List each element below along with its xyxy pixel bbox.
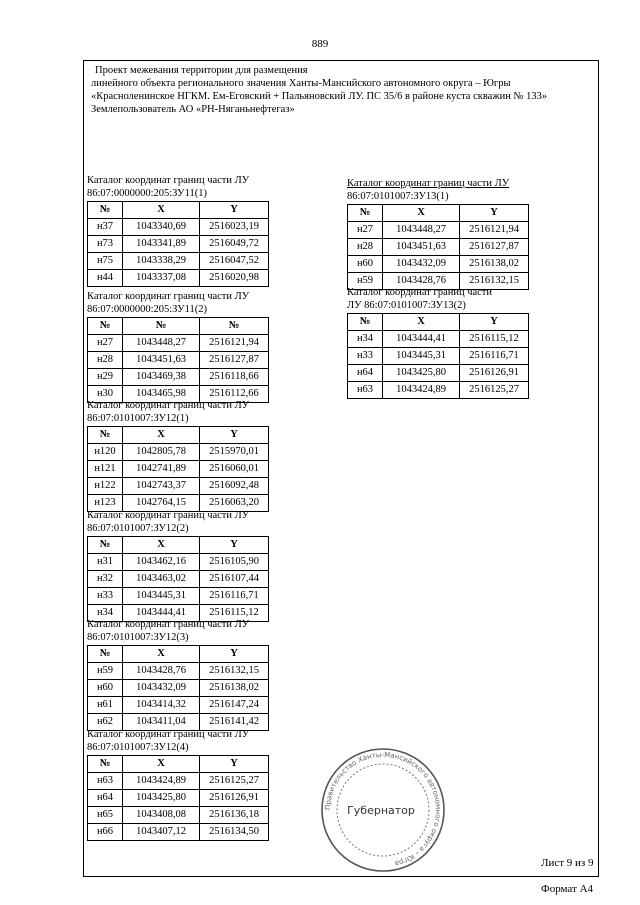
point-id: н27	[88, 335, 123, 352]
coord-y: 2516132,15	[460, 273, 529, 290]
point-id: н27	[348, 222, 383, 239]
catalog-zu12-3	[87, 618, 269, 731]
seal-center-text: Губернатор	[347, 804, 415, 817]
coord-x: 1043428,76	[383, 273, 460, 290]
page-number: 889	[311, 38, 329, 50]
table-row	[88, 807, 269, 824]
table-row	[88, 697, 269, 714]
point-id: н59	[88, 663, 123, 680]
table-row	[88, 461, 269, 478]
col-header-x: X	[123, 646, 200, 663]
coordinates-table	[87, 755, 269, 841]
col-header-x: X	[123, 537, 200, 554]
coord-x: 1043444,41	[383, 331, 460, 348]
col-header-x: X	[383, 205, 460, 222]
point-id: н60	[348, 256, 383, 273]
project-header	[91, 64, 547, 116]
point-id: н33	[348, 348, 383, 365]
coord-y: 2516118,66	[200, 369, 269, 386]
coord-x: 1043445,31	[383, 348, 460, 365]
table-row	[88, 236, 269, 253]
point-id: н65	[88, 807, 123, 824]
table-row	[88, 588, 269, 605]
catalog-caption: Каталог координат границ части ЛУ	[87, 510, 250, 521]
catalog-zu12-1	[87, 399, 269, 512]
table-row	[88, 219, 269, 236]
catalog-caption: Каталог координат границ части ЛУ	[347, 178, 510, 189]
coord-y: 2516047,52	[200, 253, 269, 270]
table-row	[88, 824, 269, 841]
table-row	[348, 382, 529, 399]
coord-x: 1043451,63	[383, 239, 460, 256]
coord-y: 2516116,71	[460, 348, 529, 365]
coord-y: 2516063,20	[200, 495, 269, 512]
coord-y: 2516121,94	[460, 222, 529, 239]
table-row	[348, 222, 529, 239]
coord-x: 1043424,89	[123, 773, 200, 790]
col-header-y: Y	[200, 756, 269, 773]
col-header-x: X	[123, 756, 200, 773]
coordinates-table	[87, 317, 269, 403]
coord-x: 1043448,27	[383, 222, 460, 239]
coord-y: 2516138,02	[460, 256, 529, 273]
coord-x: 1043424,89	[383, 382, 460, 399]
col-header-number: №	[88, 646, 123, 663]
coord-x: 1043428,76	[123, 663, 200, 680]
header-line-1: Проект межевания территории для размещения	[95, 65, 308, 76]
coordinates-table	[347, 204, 529, 290]
table-row	[348, 331, 529, 348]
point-id: н121	[88, 461, 123, 478]
point-id: н29	[88, 369, 123, 386]
table-row	[88, 571, 269, 588]
coord-y: 2516125,27	[460, 382, 529, 399]
point-id: н31	[88, 554, 123, 571]
catalog-cadastral-number: 86:07:0101007:ЗУ12(2)	[87, 523, 189, 534]
coord-x: 1043432,09	[383, 256, 460, 273]
catalog-caption: Каталог координат границ части ЛУ	[87, 175, 250, 186]
coord-x: 1042805,78	[123, 444, 200, 461]
table-row	[348, 256, 529, 273]
catalog-cadastral-number: 86:07:0101007:ЗУ12(3)	[87, 632, 189, 643]
header-line-2: линейного объекта регионального значения Ханты-Мансийского автономного округа – Югры	[91, 78, 511, 89]
coord-x: 1043444,41	[123, 605, 200, 622]
seal-ring-text: Правительство Ханты-Мансийского автономного округа – Югра	[323, 750, 443, 868]
point-id: н34	[348, 331, 383, 348]
coord-y: 2516116,71	[200, 588, 269, 605]
col-header-number: №	[88, 756, 123, 773]
point-id: н60	[88, 680, 123, 697]
point-id: н123	[88, 495, 123, 512]
point-id: н73	[88, 236, 123, 253]
col-header-number: №	[88, 318, 123, 335]
coordinates-table	[87, 201, 269, 287]
coordinates-table	[87, 536, 269, 622]
col-header-x: X	[383, 314, 460, 331]
point-id: н44	[88, 270, 123, 287]
coordinates-table	[87, 645, 269, 731]
header-line-4: Землепользователь АО «РН-Няганьнефтегаз»	[91, 104, 295, 115]
point-id: н64	[348, 365, 383, 382]
table-row	[88, 352, 269, 369]
table-row	[88, 478, 269, 495]
col-header-x: X	[123, 202, 200, 219]
catalog-cadastral-number: 86:07:0101007:ЗУ13(1)	[347, 191, 449, 202]
catalog-zu13-1	[347, 177, 529, 290]
coord-x: 1043411,04	[123, 714, 200, 731]
col-header-number: №	[348, 205, 383, 222]
point-id: н122	[88, 478, 123, 495]
table-row	[88, 663, 269, 680]
catalog-cadastral-number: ЛУ 86:07:0101007:ЗУ13(2)	[347, 300, 466, 311]
coord-x: 1043432,09	[123, 680, 200, 697]
paper-format-label: Формат А4	[541, 883, 594, 895]
coord-y: 2516060,01	[200, 461, 269, 478]
catalog-caption: Каталог координат границ части ЛУ	[87, 729, 250, 740]
point-id: н28	[88, 352, 123, 369]
table-row	[88, 680, 269, 697]
coord-x: 1043448,27	[123, 335, 200, 352]
table-row	[348, 239, 529, 256]
table-row	[88, 253, 269, 270]
coord-x: 1043445,31	[123, 588, 200, 605]
point-id: н62	[88, 714, 123, 731]
coord-y: 2516112,66	[200, 386, 269, 403]
table-row	[88, 773, 269, 790]
governor-seal-stamp	[318, 745, 448, 875]
coord-x: 1043337,08	[123, 270, 200, 287]
point-id: н64	[88, 790, 123, 807]
coord-x: 1042764,15	[123, 495, 200, 512]
table-row	[88, 790, 269, 807]
coordinates-table	[347, 313, 529, 399]
catalog-caption: Каталог координат границ части	[347, 287, 493, 298]
point-id: н120	[88, 444, 123, 461]
coord-x: 1043407,12	[123, 824, 200, 841]
table-row	[88, 444, 269, 461]
coord-x: 1043451,63	[123, 352, 200, 369]
col-header-number: №	[88, 537, 123, 554]
catalog-zu12-2	[87, 509, 269, 622]
coord-y: 2516125,27	[200, 773, 269, 790]
table-row	[88, 335, 269, 352]
point-id: н30	[88, 386, 123, 403]
catalog-zu11-1	[87, 174, 269, 287]
col-header-y: Y	[460, 205, 529, 222]
point-id: н66	[88, 824, 123, 841]
point-id: н75	[88, 253, 123, 270]
table-row	[348, 365, 529, 382]
catalog-cadastral-number: 86:07:0000000:205:ЗУ11(2)	[87, 304, 207, 315]
coord-y: 2516121,94	[200, 335, 269, 352]
table-row	[88, 369, 269, 386]
table-row	[348, 348, 529, 365]
catalog-zu13-2	[347, 286, 529, 399]
coord-x: 1043340,69	[123, 219, 200, 236]
coord-x: 1042741,89	[123, 461, 200, 478]
col-header-y: №	[200, 318, 269, 335]
coord-y: 2516115,12	[460, 331, 529, 348]
catalog-cadastral-number: 86:07:0101007:ЗУ12(4)	[87, 742, 189, 753]
col-header-y: Y	[200, 646, 269, 663]
point-id: н33	[88, 588, 123, 605]
point-id: н63	[88, 773, 123, 790]
catalog-cadastral-number: 86:07:0000000:205:ЗУ11(1)	[87, 188, 207, 199]
point-id: н32	[88, 571, 123, 588]
coord-y: 2516092,48	[200, 478, 269, 495]
coord-y: 2516126,91	[460, 365, 529, 382]
col-header-number: №	[88, 202, 123, 219]
coord-x: 1043341,89	[123, 236, 200, 253]
coord-y: 2516126,91	[200, 790, 269, 807]
point-id: н61	[88, 697, 123, 714]
point-id: н28	[348, 239, 383, 256]
point-id: н37	[88, 219, 123, 236]
col-header-x: X	[123, 427, 200, 444]
catalog-caption: Каталог координат границ части ЛУ	[87, 400, 250, 411]
coord-x: 1043465,98	[123, 386, 200, 403]
catalog-zu11-2	[87, 290, 269, 403]
sheet-number-label: Лист 9 из 9	[541, 857, 594, 869]
coord-y: 2516115,12	[200, 605, 269, 622]
table-row	[88, 554, 269, 571]
coord-x: 1043408,08	[123, 807, 200, 824]
coordinates-table	[87, 426, 269, 512]
col-header-x: №	[123, 318, 200, 335]
coord-x: 1043414,32	[123, 697, 200, 714]
coord-y: 2516132,15	[200, 663, 269, 680]
coord-y: 2515970,01	[200, 444, 269, 461]
coord-y: 2516049,72	[200, 236, 269, 253]
point-id: н34	[88, 605, 123, 622]
coord-x: 1043338,29	[123, 253, 200, 270]
point-id: н63	[348, 382, 383, 399]
header-line-3: «Красноленинское НГКМ. Ем-Еговский + Пальяновский ЛУ. ПС 35/6 в районе куста скважин № 133»	[91, 91, 548, 102]
coord-x: 1043463,02	[123, 571, 200, 588]
col-header-number: №	[348, 314, 383, 331]
col-header-y: Y	[200, 427, 269, 444]
col-header-y: Y	[200, 537, 269, 554]
col-header-y: Y	[460, 314, 529, 331]
table-row	[88, 270, 269, 287]
point-id: н59	[348, 273, 383, 290]
coord-x: 1043425,80	[123, 790, 200, 807]
coord-y: 2516105,90	[200, 554, 269, 571]
coord-y: 2516147,24	[200, 697, 269, 714]
catalog-zu12-4	[87, 728, 269, 841]
coord-y: 2516020,98	[200, 270, 269, 287]
col-header-y: Y	[200, 202, 269, 219]
catalog-cadastral-number: 86:07:0101007:ЗУ12(1)	[87, 413, 189, 424]
coord-y: 2516141,42	[200, 714, 269, 731]
coord-y: 2516138,02	[200, 680, 269, 697]
coord-x: 1043425,80	[383, 365, 460, 382]
coord-y: 2516127,87	[460, 239, 529, 256]
col-header-number: №	[88, 427, 123, 444]
coord-y: 2516136,18	[200, 807, 269, 824]
coord-x: 1042743,37	[123, 478, 200, 495]
catalog-caption: Каталог координат границ части ЛУ	[87, 291, 250, 302]
coord-y: 2516107,44	[200, 571, 269, 588]
coord-y: 2516134,50	[200, 824, 269, 841]
coord-y: 2516023,19	[200, 219, 269, 236]
coord-x: 1043469,38	[123, 369, 200, 386]
catalog-caption: Каталог координат границ части ЛУ	[87, 619, 250, 630]
coord-y: 2516127,87	[200, 352, 269, 369]
coord-x: 1043462,16	[123, 554, 200, 571]
